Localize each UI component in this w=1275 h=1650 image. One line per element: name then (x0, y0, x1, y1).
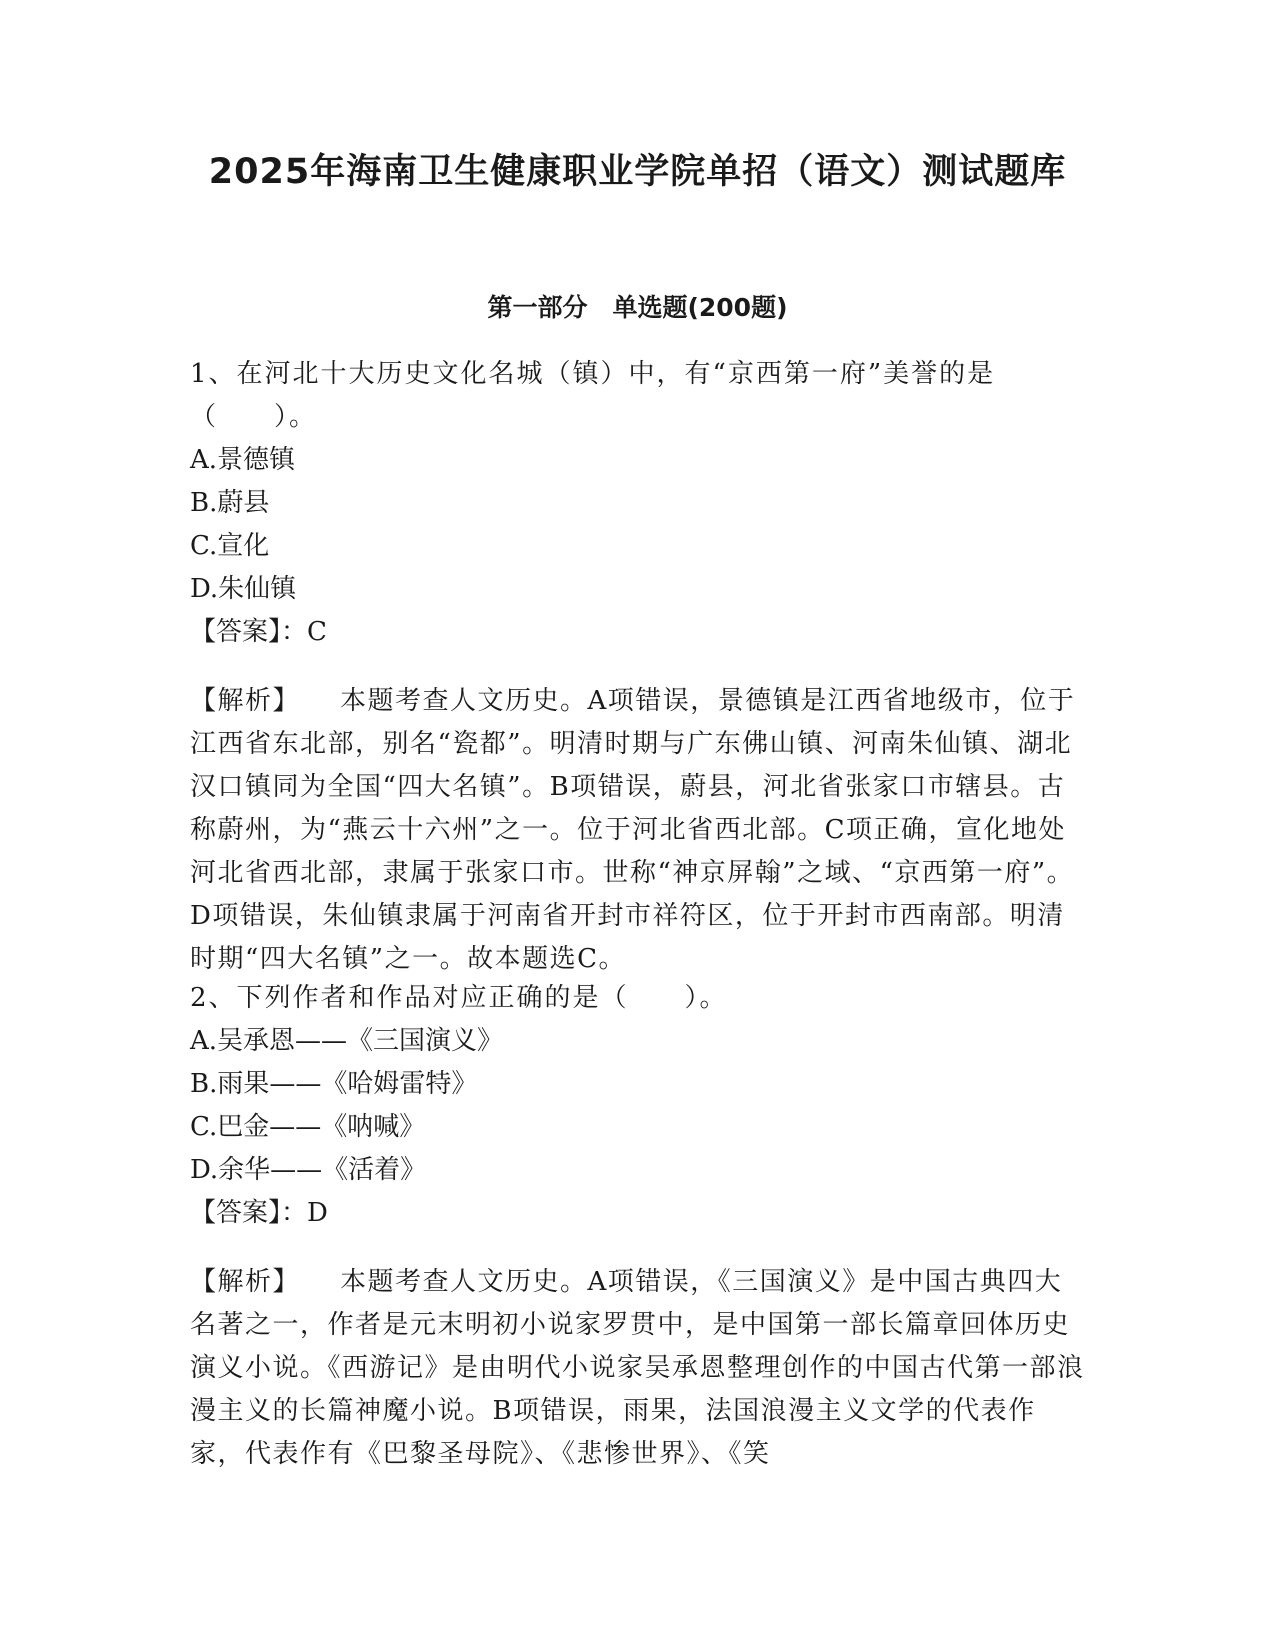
question-stem: 1、在河北十大历史文化名城（镇）中，有“京西第一府”美誉的是（ ）。 (190, 359, 996, 432)
option-b: B.雨果——《哈姆雷特》 (190, 1069, 478, 1099)
option-a: A.吴承恩——《三国演义》 (190, 1026, 504, 1056)
analysis-label: 【解析】 (190, 686, 301, 716)
answer-line (190, 611, 1085, 654)
analysis-text: 本题考查人文历史。A项错误，景德镇是江西省地级市，位于江西省东北部，别名“瓷都”。明清时期与广东佛山镇、河南朱仙镇、湖北汉口镇同为全国“四大名镇”。B项错误，蔚县，河北省张家口市辖县。古称蔚州，为“燕云十六州”之一。位于河北省西北部。C项正确，宣化地处河北省西北部，隶属于张家口市。世称“神京屏翰”之域、“京西第一府”。D项错误，朱仙镇隶属于河南省开封市祥符区，位于开封市西南部。明清时期“四大名镇”之一。故本题选C。 (190, 686, 1076, 974)
answer-line (190, 1192, 1085, 1235)
analysis-block (190, 680, 1085, 981)
option-d: D.余华——《活着》 (190, 1155, 427, 1185)
option-c: C.巴金——《呐喊》 (190, 1112, 426, 1142)
question-2 (190, 977, 1085, 1502)
analysis-label: 【解析】 (190, 1267, 301, 1297)
option-a: A.景德镇 (190, 445, 296, 475)
answer-value: D (307, 1198, 328, 1228)
option-b: B.蔚县 (190, 488, 270, 518)
document-title: 2025年海南卫生健康职业学院单招（语文）测试题库 (208, 152, 1067, 192)
answer-value: C (307, 617, 327, 647)
analysis-text: 本题考查人文历史。A项错误，《三国演义》是中国古典四大名著之一，作者是元末明初小说家罗贯中，是中国第一部长篇章回体历史演义小说。《西游记》是由明代小说家吴承恩整理创作的中国古代第一部浪漫主义的长篇神魔小说。B项错误，雨果，法国浪漫主义文学的代表作家，代表作有《巴黎圣母院》、《悲惨世界》、《笑 (190, 1267, 1085, 1469)
answer-label: 【答案】： (190, 617, 308, 647)
section-title: 第一部分 单选题(200题) (487, 293, 788, 322)
option-c: C.宣化 (190, 531, 270, 561)
analysis-block (190, 1261, 1085, 1476)
question-1 (190, 353, 1085, 1007)
question-stem: 2、下列作者和作品对应正确的是（ ）。 (190, 983, 728, 1013)
option-d: D.朱仙镇 (190, 574, 297, 604)
answer-label: 【答案】： (190, 1198, 308, 1228)
